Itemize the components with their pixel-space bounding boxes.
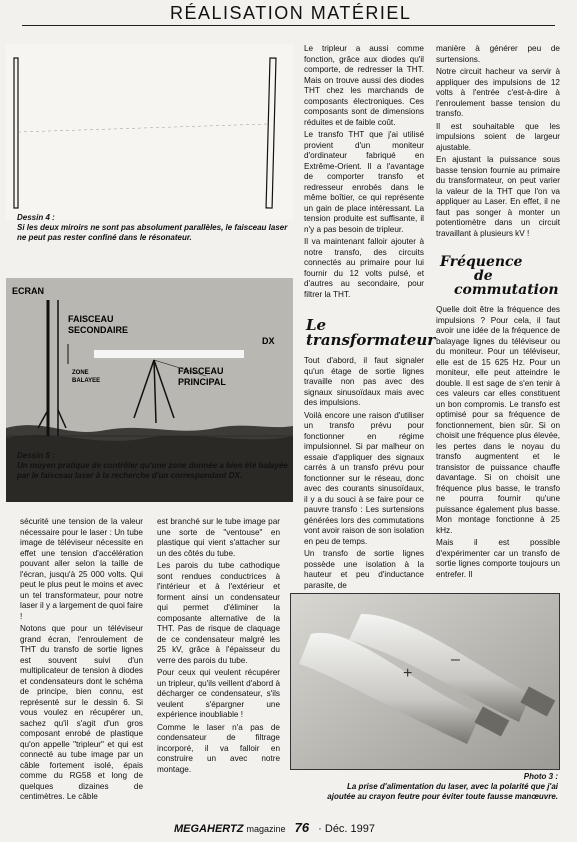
- header-rule: [22, 25, 555, 26]
- bottom-left-column: [20, 517, 143, 805]
- faisceau-principal-label-1: FAISCEAU: [178, 366, 224, 376]
- paragraph: Un transfo de sortie lignes possède une isolation à la hauteur et peu d'inductance parasite, de: [304, 549, 424, 590]
- paragraph: Il va maintenant falloir ajouter à notre transfo, des circuits connectés au primaire pour lui fournir du 12 volts pulsé, et d'autres au secondaire, pour filtrer la THT.: [304, 237, 424, 299]
- photo3-label: Photo 3 :: [523, 772, 558, 781]
- paragraph: Les parois du tube cathodique sont rendues conductrices à l'intérieur et à l'extérieur et forment ainsi un condensateur qui permet d'éliminer la composante alternative de la THT. Pas de risque de claquage de ce condensateur malgré les 25 kV, grâce à l'épaisseur du verre des parois du tube.: [157, 561, 280, 665]
- paragraph: Le tripleur a aussi comme fonction, grâce aux diodes qu'il comporte, de redresser la THT. Mais on trouve aussi des diodes THT chez les marchands de composants électroniques. Ces composants sont de dimensions réduites et de faible coût.: [304, 44, 424, 127]
- paragraph: Mais il est possible d'expérimenter car un transfo de sortie lignes comporte toujours un entrefer. Il: [436, 538, 560, 579]
- heading-line: transformateur: [306, 331, 436, 349]
- magazine-suffix: magazine: [246, 824, 286, 834]
- paragraph: Notre circuit hacheur va servir à appliquer des impulsions de 12 volts à l'entrée c'est-à-dire à l'enroulement basse tension du transfo.: [436, 67, 560, 118]
- paragraph: Le transfo THT que j'ai utilisé provient d'un moniteur d'ordinateur fabriqué en Extrême-Orient. Il a l'avantage de comporter transfo et redresseur enrobés dans le même boîtier, ce qui représente un gain de place intéressant. La tension produite est suffisante, il n'y a pas besoin de tripleur.: [304, 130, 424, 234]
- photo3-text: La prise d'alimentation du laser, avec la polarité que j'ai ajoutée au crayon feutre pour éviter toute fausse manœuvre.: [327, 782, 558, 801]
- frequence-heading: [440, 255, 564, 297]
- paragraph: Tout d'abord, il faut signaler qu'un étage de sortie lignes travaille non pas avec des signaux sinusoïdaux mais avec des impulsions.: [304, 356, 424, 407]
- middle-column-top: [304, 44, 424, 302]
- dessin4-caption: [17, 213, 297, 243]
- dessin5-label: Dessin 5 :: [17, 451, 55, 460]
- paragraph: Comme le laser n'a pas de condensateur de filtrage incorporé, il va falloir en construire un avec notre montage.: [157, 722, 280, 774]
- faisceau-secondaire-label-1: FAISCEAU: [68, 314, 114, 324]
- paragraph: manière à générer peu de surtensions.: [436, 44, 560, 64]
- page-header: [0, 0, 577, 26]
- paragraph: Quelle doit être la fréquence des impulsions ? Pour cela, il faut avoir une idée de la fréquence de balayage lignes du téléviseur ou du moniteur. Pour un téléviseur, elle est de 15 625 Hz. Pour un moniteur, elle peut atteindre le double. Il est sage de s'en tenir à ces valeurs car elles constituent un bon compromis. Le transfo est optimisé pour sa fréquence de fonctionnement, bien sûr. Si on choisit une fréquence plus élevée, les pertes dans le noyau du transfo augmentent et le transistor de puissance chauffe davantage. Si on choisit une fréquence plus basse, le transfo ne pourra fournir qu'une puissance également plus basse. Mon montage fonctionne à 25 kHz.: [436, 305, 560, 535]
- paragraph: Notons que pour un téléviseur grand écran, l'enroulement de THT du transfo de sortie lignes est souvent suivi d'un multiplicateur de tension à diodes et condensateurs dont le schéma de principe, bien connu, est représenté sur le dessin 6. Si vous voulez en récupérer un, sachez qu'il s'agit d'un gros composant enrobé de plastique qu'on appelle "tripleur" et qui est connecté au tube image par un câble fortement isolé, épais comme du RG58 et long de quelques dizaines de centimètres. Le câble: [20, 624, 143, 801]
- dx-label: DX: [262, 336, 275, 346]
- transformateur-heading: [306, 316, 436, 349]
- dessin4-label: Dessin 4 :: [17, 213, 55, 222]
- photo3-image: [290, 593, 560, 770]
- zone-label-2: BALAYEE: [72, 378, 101, 384]
- heading-line: commutation: [454, 282, 559, 298]
- page-footer: [174, 820, 414, 835]
- faisceau-secondaire-label-2: SECONDAIRE: [68, 325, 129, 335]
- secondary-beam: [94, 350, 244, 358]
- frequence-body: [436, 305, 560, 582]
- transformateur-body: [304, 356, 424, 593]
- faisceau-principal-label-2: PRINCIPAL: [178, 377, 226, 387]
- paragraph: sécurité une tension de la valeur nécessaire pour le laser : Un tube image de téléviseur nécessite en effet une tension d'accélération pouvant aller selon la taille de l'écran, jusqu'à 25 000 volts. Qui peut le plus peut le moins et avec un tel transformateur, pour notre laser il y a largement de quoi faire !: [20, 517, 143, 621]
- ecran-label: ECRAN: [12, 286, 45, 296]
- paragraph: Il est souhaitable que les impulsions soient de largeur ajustable.: [436, 121, 560, 152]
- issue-date: · Déc. 1997: [318, 823, 376, 835]
- paragraph: est branché sur le tube image par une sorte de "ventouse" en plastique qui vient s'attacher sur un des côtés du tube.: [157, 517, 280, 558]
- bottom-middle-column: [157, 517, 280, 777]
- page-number: 76: [294, 820, 310, 835]
- header-title: RÉALISATION MATÉRIEL: [170, 3, 412, 23]
- paragraph: Pour ceux qui veulent récupérer un tripleur, qu'ils veillent d'abord à décharger ce condensateur, s'ils veulent s'épargner une expérience inoubliable !: [157, 668, 280, 719]
- zone-label-1: ZONE: [72, 370, 89, 376]
- right-column-top: [436, 44, 560, 241]
- svg-text:–: –: [451, 651, 460, 668]
- heading-line: Fréquence: [440, 254, 523, 270]
- svg-text:+: +: [403, 665, 413, 682]
- dessin4-text: Si les deux miroirs ne sont pas absolument parallèles, le faisceau laser ne peut pas rester confiné dans le résonateur.: [17, 223, 288, 242]
- paragraph: Voilà encore une raison d'utiliser un transfo prévu pour fonctionner en régime impulsionnel. Si par malheur on essaie d'appliquer des signaux carrés à un transfo prévu pour fonctionner sur le réseau, donc avec des courants sinusoïdaux, il y a du souci à se faire pour ce pauvre transfo : Les surtensions générées lors des commutations vont avoir raison de son isolation en peu de temps.: [304, 410, 424, 546]
- magazine-name: MEGAHERTZ: [174, 823, 244, 835]
- paragraph: En ajustant la puissance sous basse tension fournie au primaire du transformateur, on peut varier la valeur de la THT que l'on va appliquer au Laser. En effet, il ne faut pas songer à monter un potentiomètre dans un circuit travaillant à plusieurs kV !: [436, 155, 560, 238]
- heading-line: Le: [306, 316, 327, 334]
- dessin4-illustration: [6, 44, 293, 220]
- photo3-caption: [322, 772, 558, 802]
- heading-line: de: [474, 268, 493, 284]
- dessin5-caption: [17, 451, 297, 481]
- dessin5-text: Un moyen pratique de contrôler qu'une zone donnée a bien été balayée par le faisceau laser à la recherche d'un correspondant DX.: [17, 461, 288, 480]
